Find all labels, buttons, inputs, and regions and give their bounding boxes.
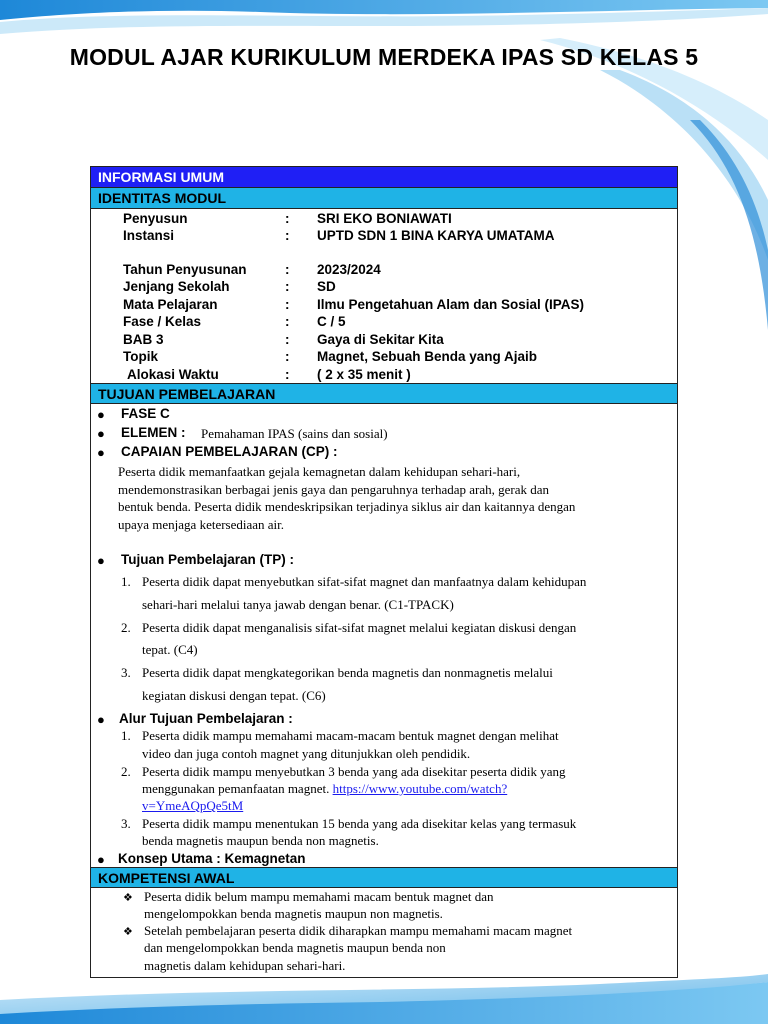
elemen-value: Pemahaman IPAS (sains dan sosial) bbox=[201, 426, 388, 441]
identitas-colon: : bbox=[285, 279, 290, 294]
tp-item-line: kegiatan diskusi dengan tepat. (C6) bbox=[142, 688, 326, 703]
atp-item-text: menggunakan pemanfaatan magnet. bbox=[142, 781, 333, 796]
atp-item-line bbox=[142, 781, 507, 797]
kompetensi-line: magnetis dalam kehidupan sehari-hari. bbox=[144, 958, 346, 973]
tp-number: 3. bbox=[121, 665, 131, 680]
diamond-bullet-icon: ❖ bbox=[123, 892, 133, 904]
kompetensi-line: Setelah pembelajaran peserta didik diharapkan mampu memahami macam magnet bbox=[144, 923, 573, 938]
tp-label: Tujuan Pembelajaran (TP) : bbox=[121, 552, 295, 567]
elemen-label: ELEMEN : bbox=[121, 425, 186, 440]
identitas-value: Gaya di Sekitar Kita bbox=[317, 332, 444, 347]
identitas-colon: : bbox=[285, 367, 290, 382]
bullet-icon: ● bbox=[97, 426, 105, 441]
section-identitas-modul: IDENTITAS MODUL bbox=[91, 188, 677, 209]
cp-line: Peserta didik memanfaatkan gejala kemagnetan dalam kehidupan sehari-hari, bbox=[118, 464, 521, 479]
identitas-label: Tahun Penyusunan bbox=[123, 262, 247, 277]
identitas-value: Magnet, Sebuah Benda yang Ajaib bbox=[317, 349, 538, 364]
diamond-bullet-icon: ❖ bbox=[123, 926, 133, 938]
tp-item-line: Peserta didik dapat menganalisis sifat-sifat magnet melalui kegiatan diskusi dengan bbox=[142, 620, 577, 635]
identitas-colon: : bbox=[285, 211, 290, 226]
identitas-label: Fase / Kelas bbox=[123, 314, 202, 329]
section-tujuan-pembelajaran: TUJUAN PEMBELAJARAN bbox=[91, 383, 677, 404]
identitas-value: C / 5 bbox=[317, 314, 346, 329]
cp-label: CAPAIAN PEMBELAJARAN (CP) : bbox=[121, 444, 338, 459]
tp-item-line: Peserta didik dapat mengkategorikan benda magnetis dan nonmagnetis melalui bbox=[142, 665, 553, 680]
identitas-colon: : bbox=[285, 314, 290, 329]
identitas-label: Jenjang Sekolah bbox=[123, 279, 230, 294]
identitas-colon: : bbox=[285, 262, 290, 277]
bullet-icon: ● bbox=[97, 445, 105, 460]
atp-item-line: Peserta didik mampu menentukan 15 benda yang ada disekitar kelas yang termasuk bbox=[142, 816, 577, 831]
bullet-icon: ● bbox=[97, 852, 105, 867]
identitas-label: BAB 3 bbox=[123, 332, 164, 347]
identitas-label: Mata Pelajaran bbox=[123, 297, 218, 312]
atp-number: 2. bbox=[121, 764, 131, 779]
bullet-icon: ● bbox=[97, 553, 105, 568]
tp-number: 1. bbox=[121, 574, 131, 589]
fase-label: FASE C bbox=[121, 406, 170, 421]
identitas-colon: : bbox=[285, 332, 290, 347]
atp-item-line: Peserta didik mampu menyebutkan 3 benda yang ada disekitar peserta didik yang bbox=[142, 764, 566, 779]
identitas-value: Ilmu Pengetahuan Alam dan Sosial (IPAS) bbox=[317, 297, 585, 312]
tp-item-line: Peserta didik dapat menyebutkan sifat-sifat magnet dan manfaatnya dalam kehidupan bbox=[142, 574, 587, 589]
tp-item-line: tepat. (C4) bbox=[142, 642, 198, 657]
youtube-link[interactable]: v=YmeAQpQe5tM bbox=[142, 798, 244, 813]
identitas-colon: : bbox=[285, 297, 290, 312]
identitas-value: ( 2 x 35 menit ) bbox=[317, 367, 411, 382]
identitas-colon: : bbox=[285, 349, 290, 364]
cp-line: bentuk benda. Peserta didik mendeskripsikan terjadinya siklus air dan kaitannya dengan bbox=[118, 499, 576, 514]
identitas-value: UPTD SDN 1 BINA KARYA UMATAMA bbox=[317, 228, 555, 243]
cp-line: upaya menjaga ketersediaan air. bbox=[118, 517, 285, 532]
cp-line: mendemonstrasikan berbagai jenis gaya dan pengaruhnya terhadap arah, gerak dan bbox=[118, 482, 549, 497]
kompetensi-line: Peserta didik belum mampu memahami macam bentuk magnet dan bbox=[144, 889, 494, 904]
identitas-label: Alokasi Waktu bbox=[127, 367, 219, 382]
identitas-value: 2023/2024 bbox=[317, 262, 381, 277]
konsep-utama: Konsep Utama : Kemagnetan bbox=[118, 851, 306, 866]
bullet-icon: ● bbox=[97, 712, 105, 727]
section-informasi-umum: INFORMASI UMUM bbox=[91, 167, 677, 188]
tp-item-line: sehari-hari melalui tanya jawab dengan benar. (C1-TPACK) bbox=[142, 597, 454, 612]
identitas-label: Topik bbox=[123, 349, 158, 364]
kompetensi-line: mengelompokkan benda magnetis maupun non magnetis. bbox=[144, 906, 443, 921]
atp-item-line: video dan juga contoh magnet yang ditunjukkan oleh pendidik. bbox=[142, 746, 471, 761]
bullet-icon: ● bbox=[97, 407, 105, 422]
atp-number: 1. bbox=[121, 728, 131, 743]
section-kompetensi-awal: KOMPETENSI AWAL bbox=[91, 867, 677, 888]
kompetensi-line: dan mengelompokkan benda magnetis maupun benda non bbox=[144, 940, 446, 955]
page-title: MODUL AJAR KURIKULUM MERDEKA IPAS SD KELAS 5 bbox=[69, 44, 699, 70]
identitas-label: Instansi bbox=[123, 228, 175, 243]
youtube-link[interactable]: https://www.youtube.com/watch? bbox=[332, 781, 508, 796]
atp-label: Alur Tujuan Pembelajaran : bbox=[119, 711, 293, 726]
tp-number: 2. bbox=[121, 620, 131, 635]
identitas-colon: : bbox=[285, 228, 290, 243]
atp-number: 3. bbox=[121, 816, 131, 831]
module-table bbox=[90, 166, 678, 978]
atp-item-line: Peserta didik mampu memahami macam-macam bentuk magnet dengan melihat bbox=[142, 728, 559, 743]
identitas-value: SRI EKO BONIAWATI bbox=[317, 211, 452, 226]
atp-item-line: benda magnetis maupun benda non magnetis. bbox=[142, 833, 379, 848]
identitas-label: Penyusun bbox=[123, 211, 188, 226]
identitas-value: SD bbox=[317, 279, 336, 294]
